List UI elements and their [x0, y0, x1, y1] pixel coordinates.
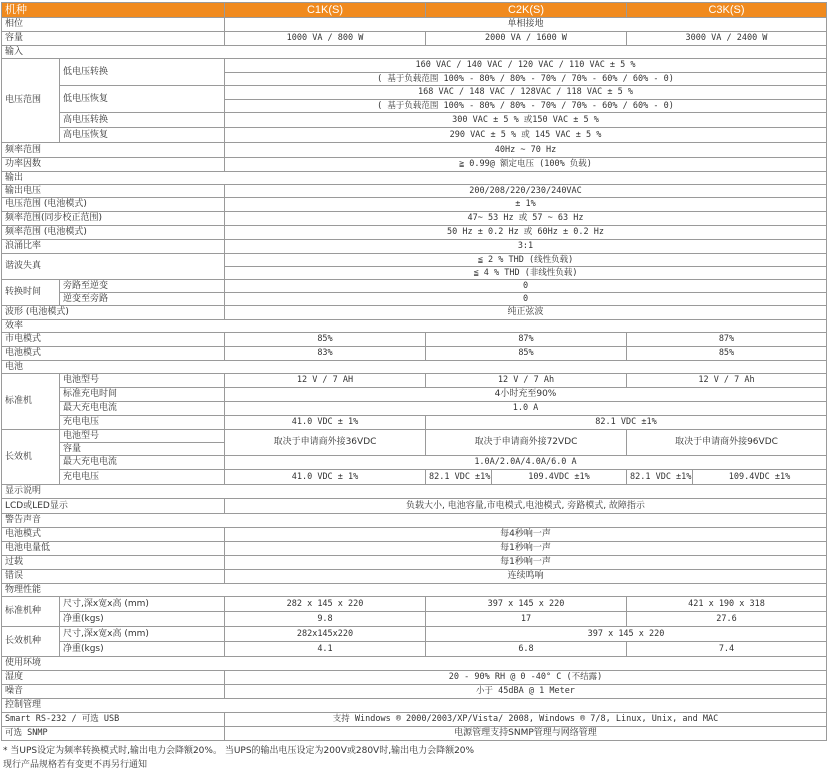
low-return-row-1 [2, 86, 827, 100]
std-charge-c23: 82.1 VDC ±1% [426, 416, 827, 430]
efficiency-label: 效率 [2, 320, 827, 333]
input-freq-value: 40Hz ~ 70 Hz [225, 143, 827, 158]
std-physical-label: 标准机种 [2, 597, 60, 627]
alarm-fault-label: 错误 [2, 570, 225, 584]
freq-batt-label: 频率范围 (电池模式) [2, 226, 225, 240]
lb-charge-label: 充电电压 [60, 470, 225, 485]
lb-charge-c2k-b: 109.4VDC ±1% [492, 470, 627, 485]
freq-sync-row [2, 212, 827, 226]
waveform-value: 纯正弦波 [225, 306, 827, 320]
eff-batt-row [2, 347, 827, 361]
low-transfer-value: 160 VAC / 140 VAC / 120 VAC / 110 VAC ± 5 % [225, 59, 827, 73]
lb-charge-c3k-a: 82.1 VDC ±1% [627, 470, 693, 485]
lb-weight-c3k: 7.4 [627, 642, 827, 657]
crest-value: 3:1 [225, 240, 827, 254]
lb-weight-row [2, 642, 827, 657]
high-return-value: 290 VAC ± 5 % 或 145 VAC ± 5 % [225, 128, 827, 143]
std-model-label: 标准机 [2, 374, 60, 430]
transfer-time-label: 转换时间 [2, 280, 60, 306]
voltage-range-label: 电压范围 [2, 59, 60, 143]
footnote-derating: * 当UPS设定为频率转换模式时,输出电力会降额20%。 当UPS的输出电压设定为200V或280V时,输出电力会降额20% [3, 746, 475, 756]
low-transfer-row-1 [2, 59, 827, 73]
inverter-to-bypass-value: 0 [225, 293, 827, 306]
alarm-batt-label: 电池模式 [2, 528, 225, 542]
high-transfer-row [2, 113, 827, 128]
std-dim-c3k: 421 x 190 x 318 [627, 597, 827, 612]
lb-dim-label: 尺寸,深x宽x高 (mm) [60, 627, 225, 642]
alarm-low-label: 电池电量低 [2, 542, 225, 556]
input-freq-row [2, 143, 827, 158]
alarm-low-value: 每1秒响一声 [225, 542, 827, 556]
lb-charge-c1k: 41.0 VDC ± 1% [225, 470, 426, 485]
spec-table [1, 2, 827, 741]
std-charge-label: 充电电压 [60, 416, 225, 430]
low-transfer-range: ( 基于负载范围 100% - 80% / 80% - 70% / 70% - 60% / 60% - 0) [225, 73, 827, 86]
phase-row [2, 18, 827, 32]
lb-dim-c1k: 282x145x220 [225, 627, 426, 642]
eff-batt-c3k: 85% [627, 347, 827, 361]
alarm-low-row [2, 542, 827, 556]
eff-ac-c2k: 87% [426, 333, 627, 347]
inverter-to-bypass-label: 逆变至旁路 [60, 293, 225, 306]
environment-section [2, 657, 827, 671]
lb-weight-c1k: 4.1 [225, 642, 426, 657]
high-transfer-label: 高电压转换 [60, 113, 225, 128]
std-type-c2k: 12 V / 7 Ah [426, 374, 627, 388]
output-vr-value: ± 1% [225, 198, 827, 212]
waveform-row [2, 306, 827, 320]
eff-ac-row [2, 333, 827, 347]
humidity-value: 20 - 90% RH @ 0 -40° C (不结露) [225, 671, 827, 685]
bypass-to-inverter-value: 0 [225, 280, 827, 293]
lb-charge-c2k-a: 82.1 VDC ±1% [426, 470, 492, 485]
eff-batt-c2k: 85% [426, 347, 627, 361]
efficiency-section [2, 320, 827, 333]
environment-label: 使用环境 [2, 657, 827, 671]
model-label: 机种 [2, 3, 225, 18]
capacity-c3k: 3000 VA / 2400 W [627, 32, 827, 46]
humidity-label: 湿度 [2, 671, 225, 685]
output-vr-row [2, 198, 827, 212]
noise-label: 噪音 [2, 685, 225, 699]
rs232-value: 支持 Windows ® 2000/2003/XP/Vista/ 2008, Windows ® 7/8, Linux, Unix, and MAC [225, 713, 827, 727]
model-c2k: C2K(S) [426, 3, 627, 18]
transfer-row-2 [2, 293, 827, 306]
alarm-label: 警告声音 [2, 514, 827, 528]
low-transfer-label: 低电压转换 [60, 59, 225, 86]
high-return-row [2, 128, 827, 143]
input-label: 输入 [2, 46, 827, 59]
freq-sync-value: 47~ 53 Hz 或 57 ~ 63 Hz [225, 212, 827, 226]
lb-current-value: 1.0A/2.0A/4.0A/6.0 A [225, 456, 827, 470]
alarm-fault-row [2, 570, 827, 584]
std-type-row [2, 374, 827, 388]
output-voltage-value: 200/208/220/230/240VAC [225, 185, 827, 198]
std-weight-c3k: 27.6 [627, 612, 827, 627]
phase-value: 单相接地 [225, 18, 827, 32]
low-return-label: 低电压恢复 [60, 86, 225, 113]
crest-label: 浪涌比率 [2, 240, 225, 254]
snmp-value: 电源管理支持SNMP管理与网络管理 [225, 727, 827, 741]
input-section [2, 46, 827, 59]
rs232-label: Smart RS-232 / 可选 USB [2, 713, 225, 727]
thd-linear: ≦ 2 % THD (线性负载) [225, 254, 827, 267]
thd-label: 谐波失真 [2, 254, 225, 280]
std-current-label: 最大充电电流 [60, 402, 225, 416]
lb-charge-row [2, 470, 827, 485]
capacity-c2k: 2000 VA / 1600 W [426, 32, 627, 46]
capacity-c1k: 1000 VA / 800 W [225, 32, 426, 46]
crest-row [2, 240, 827, 254]
waveform-label: 波形 (电池模式) [2, 306, 225, 320]
lb-physical-label: 长效机种 [2, 627, 60, 657]
power-factor-value: ≧ 0.99@ 额定电压 (100% 负载) [225, 158, 827, 172]
footnotes [3, 744, 474, 772]
std-recharge-row [2, 388, 827, 402]
eff-ac-c1k: 85% [225, 333, 426, 347]
freq-batt-value: 50 Hz ± 0.2 Hz 或 60Hz ± 0.2 Hz [225, 226, 827, 240]
lb-type-row [2, 430, 827, 443]
bypass-to-inverter-label: 旁路至逆变 [60, 280, 225, 293]
battery-label: 电池 [2, 361, 827, 374]
alarm-overload-value: 每1秒响一声 [225, 556, 827, 570]
lb-dim-row [2, 627, 827, 642]
std-type-c1k: 12 V / 7 AH [225, 374, 426, 388]
alarm-overload-label: 过载 [2, 556, 225, 570]
std-recharge-label: 标准充电时间 [60, 388, 225, 402]
input-freq-label: 频率范围 [2, 143, 225, 158]
snmp-row [2, 727, 827, 741]
output-voltage-row [2, 185, 827, 198]
transfer-row-1 [2, 280, 827, 293]
alarm-overload-row [2, 556, 827, 570]
lb-weight-c2k: 6.8 [426, 642, 627, 657]
lb-current-label: 最大充电电流 [60, 456, 225, 470]
footnote-change-notice: 现行产品规格若有变更不再另行通知 [3, 760, 148, 770]
lb-dim-c23: 397 x 145 x 220 [426, 627, 827, 642]
output-vr-label: 电压范围 (电池模式) [2, 198, 225, 212]
lb-charge-c3k-b: 109.4VDC ±1% [693, 470, 827, 485]
lcd-value: 负载大小, 电池容量,市电模式,电池模式, 旁路模式, 故障指示 [225, 499, 827, 514]
battery-section [2, 361, 827, 374]
high-return-label: 高电压恢复 [60, 128, 225, 143]
alarm-batt-row [2, 528, 827, 542]
header-row [2, 3, 827, 18]
std-dim-c2k: 397 x 145 x 220 [426, 597, 627, 612]
std-weight-c2k: 17 [426, 612, 627, 627]
capacity-row [2, 32, 827, 46]
noise-row [2, 685, 827, 699]
std-recharge-value: 4小时充至90% [225, 388, 827, 402]
std-type-label: 电池型号 [60, 374, 225, 388]
std-dim-label: 尺寸,深x宽x高 (mm) [60, 597, 225, 612]
eff-batt-label: 电池模式 [2, 347, 225, 361]
lb-type-c3k: 取决于申请商外接96VDC [627, 430, 827, 456]
management-label: 控制管理 [2, 699, 827, 713]
high-transfer-value: 300 VAC ± 5 % 或150 VAC ± 5 % [225, 113, 827, 128]
std-type-c3k: 12 V / 7 Ah [627, 374, 827, 388]
phase-label: 相位 [2, 18, 225, 32]
lb-type-label: 电池型号 [60, 430, 225, 443]
std-current-row [2, 402, 827, 416]
thd-row-1 [2, 254, 827, 267]
lb-weight-label: 净重(kgs) [60, 642, 225, 657]
output-section [2, 172, 827, 185]
lb-model-label: 长效机 [2, 430, 60, 485]
std-weight-c1k: 9.8 [225, 612, 426, 627]
display-label: 显示说明 [2, 485, 827, 499]
lb-capacity-label: 容量 [60, 443, 225, 456]
lcd-label: LCD或LED显示 [2, 499, 225, 514]
alarm-section [2, 514, 827, 528]
std-weight-row [2, 612, 827, 627]
eff-ac-c3k: 87% [627, 333, 827, 347]
freq-batt-row [2, 226, 827, 240]
power-factor-label: 功率因数 [2, 158, 225, 172]
eff-batt-c1k: 83% [225, 347, 426, 361]
low-return-range: ( 基于负载范围 100% - 80% / 80% - 70% / 70% - 60% / 60% - 0) [225, 100, 827, 113]
physical-label: 物理性能 [2, 584, 827, 597]
alarm-fault-value: 连续鸣响 [225, 570, 827, 584]
lb-type-c2k: 取决于申请商外接72VDC [426, 430, 627, 456]
std-dim-row [2, 597, 827, 612]
humidity-row [2, 671, 827, 685]
std-charge-c1k: 41.0 VDC ± 1% [225, 416, 426, 430]
std-charge-row [2, 416, 827, 430]
lb-current-row [2, 456, 827, 470]
output-label: 输出 [2, 172, 827, 185]
std-current-value: 1.0 A [225, 402, 827, 416]
management-section [2, 699, 827, 713]
snmp-label: 可选 SNMP [2, 727, 225, 741]
physical-section [2, 584, 827, 597]
power-factor-row [2, 158, 827, 172]
std-dim-c1k: 282 x 145 x 220 [225, 597, 426, 612]
model-c3k: C3K(S) [627, 3, 827, 18]
noise-value: 小于 45dBA @ 1 Meter [225, 685, 827, 699]
display-section [2, 485, 827, 499]
thd-nonlinear: ≦ 4 % THD (非线性负载) [225, 267, 827, 280]
lcd-row [2, 499, 827, 514]
freq-sync-label: 频率范围(同步校正范围) [2, 212, 225, 226]
low-return-value: 168 VAC / 148 VAC / 128VAC / 118 VAC ± 5 % [225, 86, 827, 100]
model-c1k: C1K(S) [225, 3, 426, 18]
lb-type-c1k: 取决于申请商外接36VDC [225, 430, 426, 456]
std-weight-label: 净重(kgs) [60, 612, 225, 627]
eff-ac-label: 市电模式 [2, 333, 225, 347]
alarm-batt-value: 每4秒响一声 [225, 528, 827, 542]
capacity-label: 容量 [2, 32, 225, 46]
output-voltage-label: 输出电压 [2, 185, 225, 198]
rs232-row [2, 713, 827, 727]
